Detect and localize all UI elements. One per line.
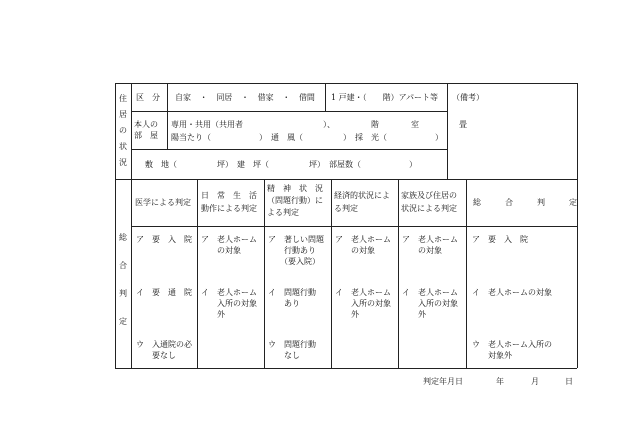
economic-item-i: イ 老人ホーム 入所の対象 外	[335, 288, 391, 319]
mental-item-u: ウ 問題行動 なし	[268, 340, 316, 360]
judgment-date-month: 月	[531, 377, 539, 386]
col-divider-2	[264, 179, 265, 368]
header-mental-1: 精 神 状 況	[267, 184, 323, 193]
medical-item-i: イ 要 通 院	[136, 288, 192, 297]
header-economic-2: る判定	[334, 204, 358, 213]
overall-item-a: ア 要 入 院	[472, 235, 528, 244]
judgment-date-label: 判定年月日	[423, 377, 463, 386]
living-row1-border	[131, 111, 447, 112]
kubun-option: ・	[199, 93, 208, 102]
housing-side-char: の	[119, 126, 127, 135]
kubun-option: ・	[282, 93, 291, 102]
family-item-a: ア 老人ホーム の対象	[402, 235, 458, 255]
judgment-side-label	[118, 224, 128, 336]
overall-item-u: ウ 老人ホーム入所の 対象外	[472, 340, 552, 360]
living-bottom-border	[115, 179, 577, 180]
living-row2-border	[131, 149, 447, 150]
senyo-field: 専用・共用（共用者 ）、 階 室 畳	[171, 120, 467, 129]
housing-side-char: 居	[119, 110, 127, 119]
col-divider-3	[331, 179, 332, 368]
table-left-border	[115, 83, 116, 368]
header-economic-1: 経済的状況によ	[334, 191, 390, 200]
judgment-side-char: 判	[119, 289, 127, 298]
medical-item-u: ウ 入通院の必 要なし	[136, 340, 192, 360]
header-mental-3: よる判定	[267, 208, 299, 217]
table-right-border	[577, 83, 578, 368]
judgment-date-day: 日	[565, 377, 573, 386]
kubun-divider	[167, 83, 168, 111]
header-mental-2: （問題行動）に	[267, 196, 323, 205]
kubun-option: 借間	[298, 93, 315, 102]
header-overall: 総 合 判 定	[473, 198, 577, 207]
daily-item-a: ア 老人ホーム の対象	[201, 235, 257, 255]
family-item-i: イ 老人ホーム 入所の対象 外	[402, 288, 458, 319]
judgment-side-char: 合	[119, 261, 127, 270]
kubun-option: ・	[240, 93, 249, 102]
housing-side-char: 状	[119, 142, 127, 151]
housing-side-char: 況	[119, 158, 127, 167]
kodate-field: 1 戸建・（ 階）アパート等	[331, 93, 438, 102]
kubun-option: 同居	[216, 93, 233, 102]
header-family-2: 状況による判定	[401, 204, 457, 213]
judgment-side-char: 定	[119, 317, 127, 326]
header-daily-1: 日 常 生 活	[201, 191, 257, 200]
col-divider-4	[398, 179, 399, 368]
judgment-side-char: 総	[119, 233, 127, 242]
table-top-border	[115, 83, 577, 84]
header-medical: 医学による判定	[135, 198, 191, 207]
hiatari-field: 陽当たり（ ） 通 風（ ） 採 光（ ）	[171, 133, 443, 142]
mental-item-a: ア 著しい問題 行動あり （要入院）	[268, 235, 324, 266]
honnin-heya-label-1: 本人の	[134, 120, 158, 129]
side-label-divider	[131, 83, 132, 368]
shikichi-field: 敷 地（ 坪） 建 坪（ 坪） 部屋数（ ）	[145, 160, 417, 169]
kubun-option: 自家	[175, 93, 191, 102]
kubun-options	[175, 92, 315, 103]
judgment-date-year: 年	[496, 377, 504, 386]
mental-item-i: イ 問題行動 あり	[268, 288, 316, 308]
honnin-heya-label-2: 部 屋	[134, 131, 158, 140]
overall-item-i: イ 老人ホームの対象	[472, 288, 552, 297]
biko-divider	[447, 83, 448, 179]
daily-item-i: イ 老人ホーム 入所の対象 外	[201, 288, 257, 319]
room-label-divider	[167, 111, 168, 149]
table-bottom-border	[115, 368, 577, 369]
kubun-option: 借家	[257, 93, 274, 102]
economic-item-a: ア 老人ホーム の対象	[335, 235, 391, 255]
housing-side-char: 住	[119, 94, 127, 103]
kubun-options-divider	[325, 83, 326, 111]
biko-label: （備考）	[452, 93, 484, 102]
col-divider-5	[466, 179, 467, 368]
kubun-label: 区 分	[136, 93, 160, 102]
col-divider-1	[197, 179, 198, 368]
header-family-1: 家族及び住居の	[401, 191, 457, 200]
housing-side-label	[118, 91, 128, 171]
medical-item-a: ア 要 入 院	[136, 235, 192, 244]
header-daily-2: 動作による判定	[201, 204, 257, 213]
